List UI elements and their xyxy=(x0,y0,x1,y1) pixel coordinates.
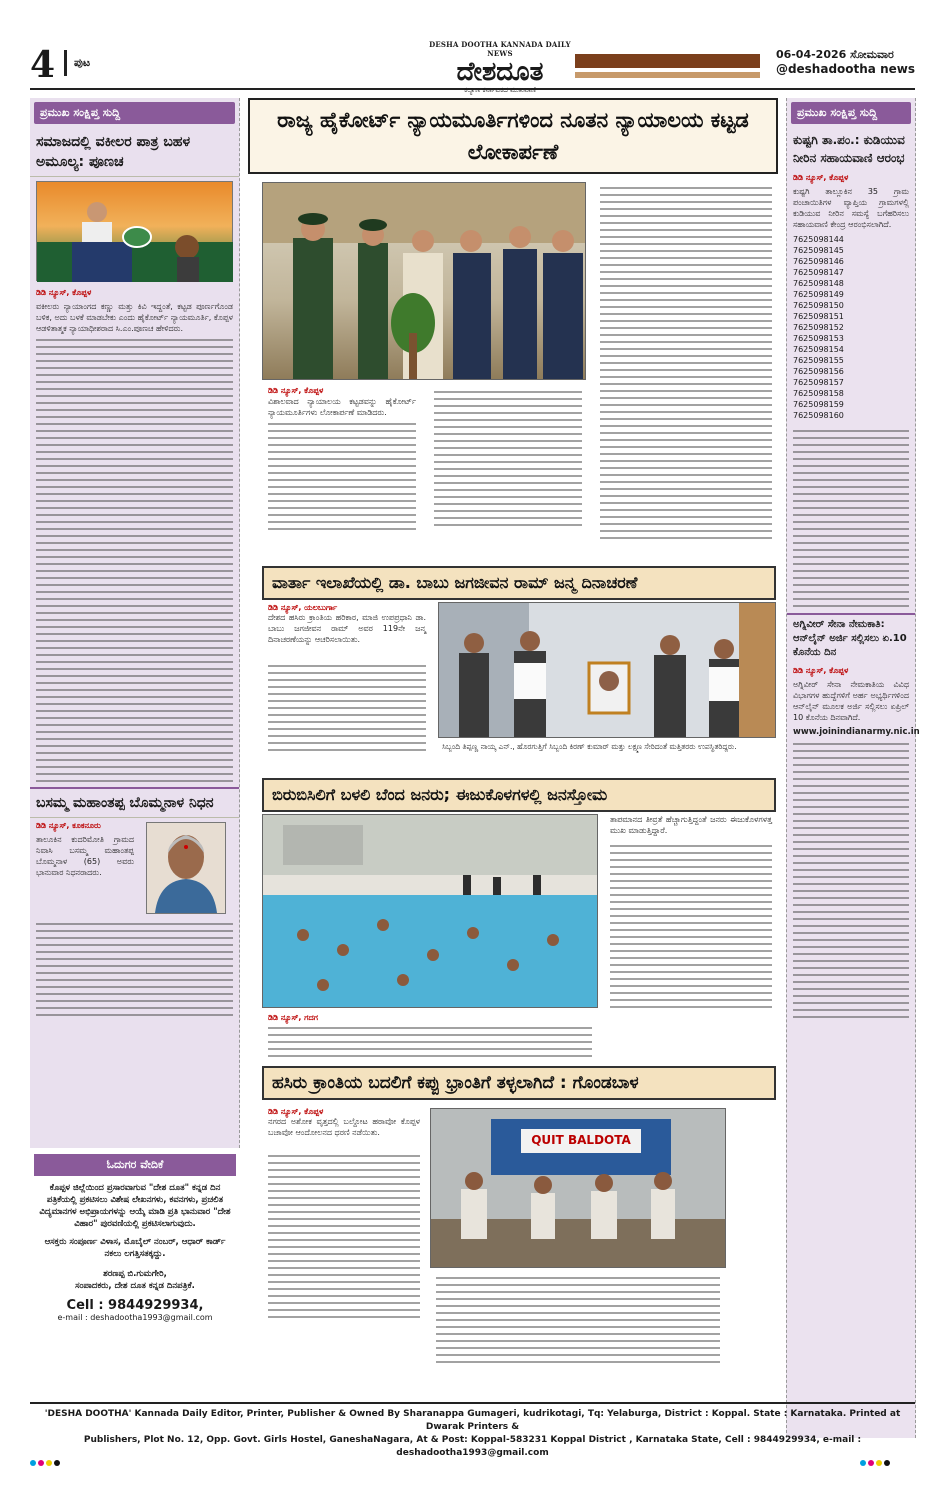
right-story1-body xyxy=(787,430,915,607)
story4-text: ನಗರದ ಅಶೋಕ ವೃತ್ತದಲ್ಲಿ ಬಲ್ದೋಟ ಹಠಾವೋ ಕೊಪ್ಪಳ ಬಚಾವೋ ಆಂದೋಲನದ ಧರಣಿ ನಡೆಯಿತು. xyxy=(268,1117,420,1137)
right-story2-lead: ಅಗ್ನಿವೀರ್ ಸೇನಾ ನೇಮಕಾತಿಯ ವಿವಿಧ ವಿಭಾಗಗಳ ಹುದ್ದೆಗಳಿಗೆ ಅರ್ಹ ಅಭ್ಯರ್ಥಿಗಳಿಂದ ಆನ್‌ಲೈನ್ ಮೂಲಕ ಅರ್ಜಿ ಸಲ್ಲಿಸಲು ಏಪ್ರಿಲ್ 10 ಕೊನೆಯ ದಿನವಾಗಿದೆ. xyxy=(793,680,909,722)
protest-banner: QUIT BALDOTA xyxy=(531,1133,631,1147)
story2-body xyxy=(262,660,432,756)
readers-forum-box xyxy=(30,1150,240,1390)
issue-date-box xyxy=(776,48,915,76)
lead-byline: ಡಿಡಿ ನ್ಯೂಸ್, ಕೊಪ್ಪಳ xyxy=(268,386,324,395)
left-story1-body xyxy=(30,339,239,782)
lead-headline: ರಾಜ್ಯ ಹೈಕೋರ್ಟ್ ನ್ಯಾಯಮೂರ್ತಿಗಳಿಂದ ನೂತನ ನ್ಯಾಯಾಲಯ ಕಟ್ಟಡ ಲೋಕಾರ್ಪಣೆ xyxy=(277,108,749,164)
center-column xyxy=(248,98,778,174)
helpline-number: 7625098153 xyxy=(793,334,844,343)
left-sidebar xyxy=(30,98,240,1148)
story2-byline: ಡಿಡಿ ನ್ಯೂಸ್, ಯಲಬುರ್ಗಾ xyxy=(268,603,338,612)
imprint-footer xyxy=(30,1402,915,1460)
imprint-line-2: Publishers, Plot No. 12, Opp. Govt. Girls Hostel, GaneshaNagara, At & Post: Koppal-583231 Koppal District , Karnataka State, Cell : 9844929934, e-mail : deshadootha1993@gmail.com xyxy=(83,1435,862,1458)
right-story2-title: ಅಗ್ನಿವೀರ್ ಸೇನಾ ನೇಮಕಾತಿ: ಆನ್‌ಲೈನ್ ಅರ್ಜಿ ಸಲ್ಲಿಸಲು ಏ.10 ಕೊನೆಯ ದಿನ xyxy=(793,619,907,658)
imprint-line-1: 'DESHA DOOTHA' Kannada Daily Editor, Printer, Publisher & Owned By Sharanappa Gumageri, kudrikotagi, Tq: Yelaburga, District : Koppal. State : Karnataka. Printed at Dwarak Printers & xyxy=(44,1409,901,1432)
swimming-pool-image xyxy=(263,815,598,1008)
speaker-at-podium-image xyxy=(37,182,233,282)
left-story1-title: ಸಮಾಜದಲ್ಲಿ ವಕೀಲರ ಪಾತ್ರ ಬಹಳ ಅಮೂಲ್ಯ: ಪೂಣಚ xyxy=(30,128,239,177)
inauguration-crowd-image xyxy=(263,183,586,380)
helpline-number: 7625098159 xyxy=(793,400,844,409)
masthead-stripe xyxy=(575,54,760,68)
right-section-head: ಪ್ರಮುಖ ಸಂಕ್ಷಿಪ್ತ ಸುದ್ದಿ xyxy=(791,102,911,124)
readers-forum-text: ಕೊಪ್ಪಳ ಜಿಲ್ಲೆಯಿಂದ ಪ್ರಸಾರವಾಗುವ "ದೇಶ ದೂತ" ಕನ್ನಡ ದಿನ ಪತ್ರಿಕೆಯಲ್ಲಿ ಪ್ರಕಟಿಸಲು ವಿಶೇಷ ಲೇಖನಗಳು, ಕವನಗಳು, ಪ್ರಚಲಿತ ವಿದ್ಯಮಾನಗಳ ಅಭಿಪ್ರಾಯಗಳನ್ನು ಆಯ್ಕೆ ಮಾಡಿ ಪ್ರತಿ ಭಾನುವಾರ "ದೇಶ ವಿಹಾರ" ಪುರವಣಿಯಲ್ಲಿ ಪ್ರಕಟಿಸಲಾಗುವುದು. xyxy=(39,1183,231,1229)
left-story1-photo xyxy=(36,181,233,281)
army-website: www.joinindianarmy.nic.in xyxy=(793,727,920,737)
issue-date: 06-04-2026 ಸೋಮವಾರ xyxy=(775,48,894,61)
group-with-portrait-image xyxy=(439,603,776,738)
print-registration-marks-right xyxy=(860,1460,890,1466)
right-sidebar xyxy=(786,98,920,1438)
lead-text: ವಿಶಾಲವಾದ ನ್ಯಾಯಾಲಯ ಕಟ್ಟಡವನ್ನು ಹೈಕೋರ್ಟ್ ನ್ಯಾಯಮೂರ್ತಿಗಳು ಲೋಕಾರ್ಪಣೆ ಮಾಡಿದರು. xyxy=(268,397,416,417)
social-handle: @deshadootha news xyxy=(775,62,915,76)
print-registration-marks-left xyxy=(30,1460,60,1466)
helpline-number: 7625098151 xyxy=(793,312,844,321)
page-number: 4 xyxy=(30,44,56,86)
brand-logo-text: ದೇಶದೂತ xyxy=(456,57,544,87)
helpline-number: 7625098154 xyxy=(793,345,844,354)
helpline-number: 7625098156 xyxy=(793,367,844,376)
obituary-portrait xyxy=(146,822,226,914)
left-section-head: ಪ್ರಮುಖ ಸಂಕ್ಷಿಪ್ತ ಸುದ್ದಿ xyxy=(34,102,235,124)
lead-col1-body xyxy=(262,418,422,535)
lead-col3-body xyxy=(594,182,778,544)
readers-forum-head: ಓದುಗರ ವೇದಿಕೆ xyxy=(34,1154,236,1176)
editor-name: ಶರಣಪ್ಪ ಬಿ.ಗುಮಗೇರಿ, xyxy=(103,1269,167,1279)
helpline-number: 7625098146 xyxy=(793,257,844,266)
right-story1-byline: ಡಿಡಿ ನ್ಯೂಸ್, ಕೊಪ್ಪಳ xyxy=(793,173,849,182)
story3-photo xyxy=(262,814,598,1008)
page-label: ಪುಟ xyxy=(74,56,91,69)
helpline-number: 7625098147 xyxy=(793,268,844,277)
helpline-number: 7625098144 xyxy=(793,235,844,244)
brand-tagline: ಕಲ್ಯಾಣ ಕರ್ನಾಟಕದ ಮುಖವಾಣಿ xyxy=(464,86,536,94)
right-story1-lead: ಕುಷ್ಟಗಿ ತಾಲ್ಲೂಕಿನ 35 ಗ್ರಾಮ ಪಂಚಾಯಿತಿಗಳ ವ್ಯಾಪ್ತಿಯ ಗ್ರಾಮಗಳಲ್ಲಿ ಕುಡಿಯುವ ನೀರಿನ ಸಮಸ್ಯೆ ಬಗೆಹರಿಸಲು ಸಹಾಯವಾಣಿ ಕೇಂದ್ರ ಆರಂಭಿಸಲಾಗಿದೆ. xyxy=(793,187,909,229)
contact-cell: Cell : 9844929934, xyxy=(66,1298,204,1313)
left-story2-byline: ಡಿಡಿ ನ್ಯೂಸ್, ಕೂಕನೂರು xyxy=(36,821,101,830)
story3-headline: ಬಿರುಬಿಸಿಲಿಗೆ ಬಳಲಿ ಬೆಂದ ಜನರು; ಈಜುಕೊಳಗಳಲ್ಲಿ ಜನಸ್ತೋಮ xyxy=(262,778,776,812)
page-number-divider xyxy=(64,50,67,76)
helpline-number: 7625098152 xyxy=(793,323,844,332)
helpline-number: 7625098160 xyxy=(793,411,844,420)
readers-forum-note: ಆಸಕ್ತರು ಸಂಪೂರ್ಣ ವಿಳಾಸ, ಮೊಬೈಲ್ ನಂಬರ್, ಆಧಾರ್ ಕಾರ್ಡ್ ನಕಲು ಲಗತ್ತಿಸತಕ್ಕದ್ದು. xyxy=(44,1237,226,1259)
helpline-number: 7625098145 xyxy=(793,246,844,255)
left-story2-row xyxy=(30,818,239,918)
story2-caption: ಸಿಬ್ಬಂದಿ ತಿಪ್ಪಣ್ಣ ನಾಯ್ಕ ಎನ್., ಹೊರಗುತ್ತಿಗೆ ಸಿಬ್ಬಂದಿ ಕಿರಣ್ ಕುಮಾರ್ ಮತ್ತು ಲಕ್ಷ್ಮಣ ಸೇರಿದಂತೆ ಮತ್ತಿತರರು ಉಪಸ್ಥಿತರಿದ್ದರು. xyxy=(442,742,737,751)
story4-col2-body xyxy=(430,1272,726,1368)
helpline-number: 7625098149 xyxy=(793,290,844,299)
story3-body-b xyxy=(604,840,778,1013)
story2-text: ದೇಶದ ಹಸಿರು ಕ್ರಾಂತಿಯ ಹರಿಕಾರ, ಮಾಜಿ ಉಪಪ್ರಧಾನಿ ಡಾ. ಬಾಬು ಜಗಜೀವನ ರಾಮ್ ಅವರ 119ನೇ ಜನ್ಮ ದಿನಾಚರಣೆಯನ್ನು ಆಚರಿಸಲಾಯಿತು. xyxy=(268,613,426,644)
left-story1-lead: ವಕೀಲರು ನ್ಯಾಯಾಂಗದ ಕಣ್ಣು ಮತ್ತು ಕಿವಿ ಇದ್ದಂತೆ, ಕಟ್ಟಡ ಪೂರ್ಣಗೊಂಡ ಬಳಿಕ, ಅದು ಬಳಕೆ ಮಾಡಬೇಕು ಎಂದು ಹೈಕೋರ್ಟ್ ನ್ಯಾಯಮೂರ್ತಿ, ಕೊಪ್ಪಳ ಆಡಳಿತಾತ್ಮಕ ನ್ಯಾಯಾಧೀಶರಾದ ಸಿ.ಎಂ.ಪೂಣಚ ಹೇಳಿದರು. xyxy=(36,302,233,333)
right-story2-byline: ಡಿಡಿ ನ್ಯೂಸ್, ಕೊಪ್ಪಳ xyxy=(793,666,849,675)
lead-photo xyxy=(262,182,586,380)
story4-headline: ಹಸಿರು ಕ್ರಾಂತಿಯ ಬದಲಿಗೆ ಕಪ್ಪು ಭ್ರಾಂತಿಗೆ ತಳ್ಳಲಾಗಿದೆ : ಗೊಂಡಬಾಳ xyxy=(262,1066,776,1100)
helpline-number: 7625098157 xyxy=(793,378,844,387)
contact-email: e-mail : deshadootha1993@gmail.com xyxy=(57,1313,213,1322)
left-story2-lead: ತಾಲೂಕಿನ ಕುದರಿಮೋತಿ ಗ್ರಾಮದ ನಿವಾಸಿ ಬಸಮ್ಮ ಮಹಾಂತಪ್ಪ ಬೊಮ್ಮನಾಳ (65) ಅವರು ಭಾನುವಾರ ನಿಧನರಾದರು. xyxy=(36,835,134,877)
left-story2-title: ಬಸಮ್ಮ ಮಹಾಂತಪ್ಪ ಬೊಮ್ಮನಾಳ ನಿಧನ xyxy=(30,789,239,818)
left-story1-byline: ಡಿಡಿ ನ್ಯೂಸ್, ಕೊಪ್ಪಳ xyxy=(36,288,92,297)
helpline-number: 7625098158 xyxy=(793,389,844,398)
story3-text: ತಾಪಮಾನದ ತೀವ್ರತೆ ಹೆಚ್ಚಾಗುತ್ತಿದ್ದಂತೆ ಜನರು ಈಜುಕೊಳಗಳತ್ತ ಮುಖ ಮಾಡುತ್ತಿದ್ದಾರೆ. xyxy=(610,815,772,835)
right-story2-body xyxy=(787,743,915,1018)
newspaper-brand xyxy=(425,40,575,95)
helpline-number: 7625098155 xyxy=(793,356,844,365)
masthead xyxy=(30,40,915,94)
lead-headline-box xyxy=(248,98,778,174)
brand-english-title: DESHA DOOTHA KANNADA DAILY NEWS xyxy=(429,40,571,58)
editor-title: ಸಂಪಾದಕರು, ದೇಶ ದೂತ ಕನ್ನಡ ದಿನಪತ್ರಿಕೆ. xyxy=(75,1281,195,1291)
story4-col1-body xyxy=(262,1150,426,1323)
left-story2-body xyxy=(30,923,239,1016)
story3-body-a xyxy=(262,1022,598,1062)
story3-byline: ಡಿಡಿ ನ್ಯೂಸ್, ಗದಗ xyxy=(268,1013,319,1022)
helpline-number: 7625098150 xyxy=(793,301,844,310)
story2-photo xyxy=(438,602,776,738)
right-story1-title: ಕುಷ್ಟಗಿ ತಾ.ಪಂ.: ಕುಡಿಯುವ ನೀರಿನ ಸಹಾಯವಾಣಿ ಆರಂಭ xyxy=(793,133,905,165)
masthead-stripe-light xyxy=(575,72,760,78)
story2-headline: ವಾರ್ತಾ ಇಲಾಖೆಯಲ್ಲಿ ಡಾ. ಬಾಬು ಜಗಜೀವನ ರಾಮ್ ಜನ್ಮ ದಿನಾಚರಣೆ xyxy=(262,566,776,600)
lead-col2-body xyxy=(428,386,588,531)
portrait-image xyxy=(147,823,225,913)
helpline-number: 7625098148 xyxy=(793,279,844,288)
story4-byline: ಡಿಡಿ ನ್ಯೂಸ್, ಕೊಪ್ಪಳ xyxy=(268,1107,324,1116)
helpline-number-list xyxy=(787,230,915,425)
story4-photo xyxy=(430,1108,726,1268)
